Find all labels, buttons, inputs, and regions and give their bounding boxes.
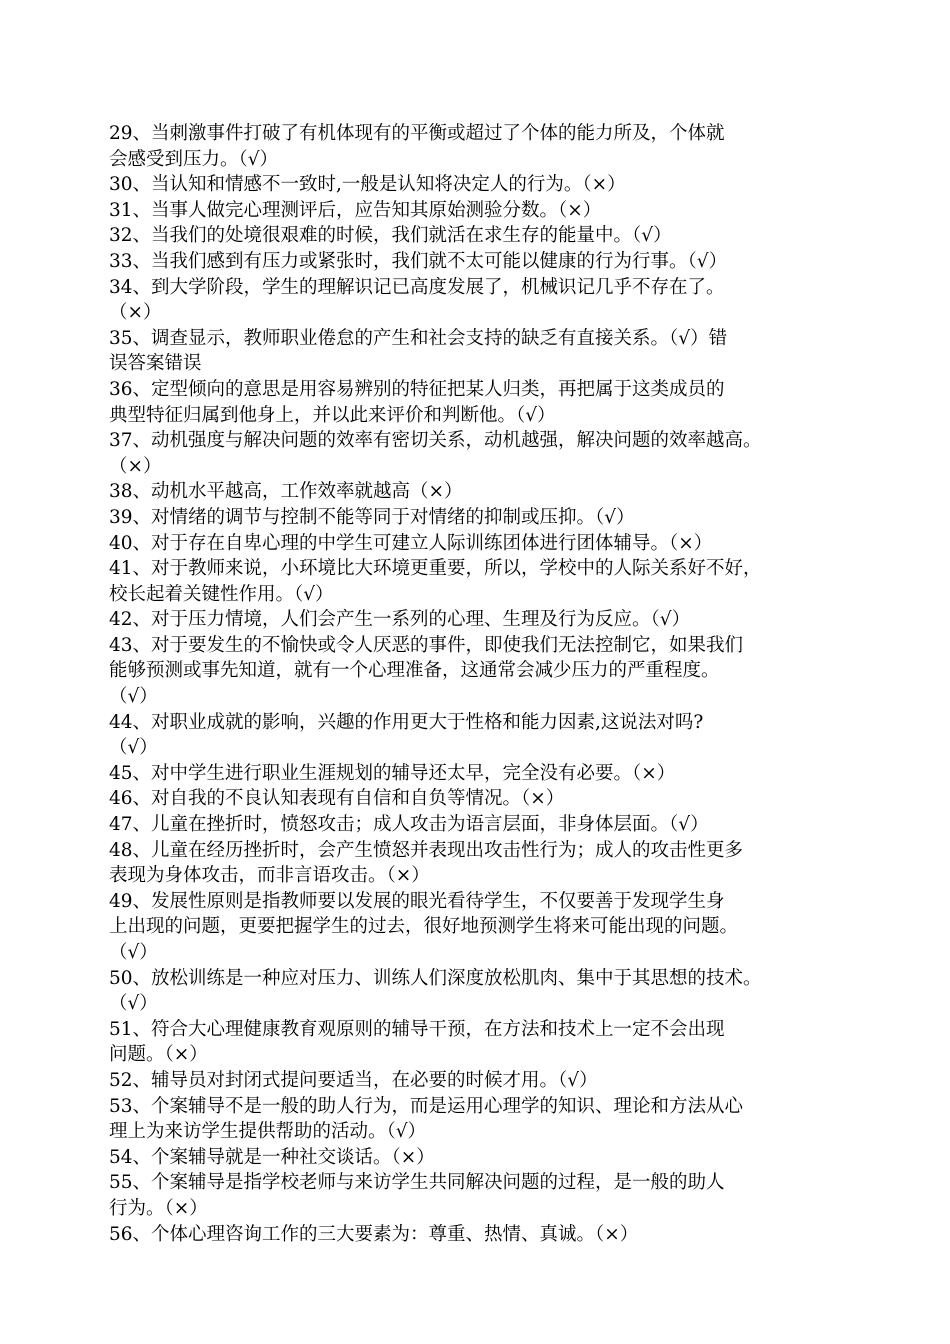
text-line: 53、个案辅导不是一般的助人行为，而是运用心理学的知识、理论和方法从心 [109, 1095, 744, 1117]
text-line: 37、动机强度与解决问题的效率有密切关系，动机越强，解决问题的效率越高。 [109, 430, 762, 452]
text-line: 55、个案辅导是指学校老师与来访学生共同解决问题的过程，是一般的助人 [109, 1172, 725, 1194]
text-line: 48、儿童在经历挫折时，会产生愤怒并表现出攻击性行为；成人的攻击性更多 [109, 839, 744, 861]
text-line: 误答案错误 [109, 353, 202, 375]
text-line: （√） [109, 686, 158, 708]
text-line: 49、发展性原则是指教师要以发展的眼光看待学生，不仅要善于发现学生身 [109, 890, 725, 912]
text-line: 32、当我们的处境很艰难的时候，我们就活在求生存的能量中。（√） [109, 225, 672, 247]
text-line: 35、调查显示，教师职业倦怠的产生和社会支持的缺乏有直接关系。（√）错 [109, 327, 728, 349]
question-list [109, 121, 857, 1247]
text-line: （√） [109, 942, 158, 963]
text-line: 47、儿童在挫折时，愤怒攻击；成人攻击为语言层面，非身体层面。（√） [109, 814, 709, 836]
text-line: （√） [109, 737, 158, 759]
text-line: 表现为身体攻击，而非言语攻击。（×） [109, 865, 430, 887]
text-line: 理上为来访学生提供帮助的活动。（√） [109, 1121, 427, 1143]
text-line: 33、当我们感到有压力或紧张时，我们就不太可能以健康的行为行事。（√） [109, 250, 728, 272]
text-line: 29、当刺激事件打破了有机体现有的平衡或超过了个体的能力所及，个体就 [109, 123, 725, 144]
text-line: 43、对于要发生的不愉快或令人厌恶的事件，即使我们无法控制它，如果我们 [109, 634, 744, 656]
text-line: 行为。（×） [109, 1197, 208, 1219]
text-line: 会感受到压力。（√） [109, 148, 279, 170]
text-line: （×） [109, 302, 162, 324]
text-line: （√） [109, 993, 158, 1015]
text-line: 51、符合大心理健康教育观原则的辅导干预，在方法和技术上一定不会出现 [109, 1018, 725, 1040]
text-line: 40、对于存在自卑心理的中学生可建立人际训练团体进行团体辅导。（×） [109, 532, 713, 554]
text-line: 54、个案辅导就是一种社交谈话。（×） [109, 1146, 435, 1168]
text-line: 46、对自我的不良认知表现有自信和自负等情况。（×） [109, 788, 565, 810]
text-line: 45、对中学生进行职业生涯规划的辅导还太早，完全没有必要。（×） [109, 762, 676, 784]
text-line: 52、辅导员对封闭式提问要适当，在必要的时候才用。（√） [109, 1069, 598, 1091]
text-line: 34、到大学阶段，学生的理解识记已高度发展了，机械识记几乎不存在了。 [109, 276, 725, 298]
text-line: 30、当认知和情感不一致时,一般是认知将决定人的行为。（×） [109, 174, 626, 196]
text-line: 38、动机水平越高，工作效率就越高（×） [109, 481, 463, 503]
text-line: 36、定型倾向的意思是用容易辨别的特征把某人归类，再把属于这类成员的 [109, 378, 725, 400]
text-line: 问题。（×） [109, 1044, 208, 1066]
text-line: 31、当事人做完心理测评后，应告知其原始测验分数。（×） [109, 199, 602, 221]
text-line: 校长起着关键性作用。（√） [109, 583, 334, 605]
text-line: 56、个体心理咨询工作的三大要素为：尊重、热情、真诚。（×） [109, 1223, 639, 1245]
text-line: （×） [109, 455, 162, 477]
text-line: 能够预测或事先知道，就有一个心理准备，这通常会减少压力的严重程度。 [109, 660, 720, 682]
text-line: 44、对职业成就的影响，兴趣的作用更大于性格和能力因素,这说法对吗? [109, 711, 704, 733]
text-line: 典型特征归属到他身上，并以此来评价和判断他。（√） [109, 404, 556, 426]
text-line: 41、对于教师来说，小环境比大环境更重要，所以，学校中的人际关系好不好， [109, 558, 762, 580]
text-line: 42、对于压力情境，人们会产生一系列的心理、生理及行为反应。（√） [109, 609, 691, 631]
text-line: 39、对情绪的调节与控制不能等同于对情绪的抑制或压抑。（√） [109, 506, 635, 528]
text-line: 上出现的问题，更要把握学生的过去，很好地预测学生将来可能出现的问题。 [109, 916, 739, 938]
text-line: 50、放松训练是一种应对压力、训练人们深度放松肌肉、集中于其思想的技术。 [109, 967, 762, 989]
